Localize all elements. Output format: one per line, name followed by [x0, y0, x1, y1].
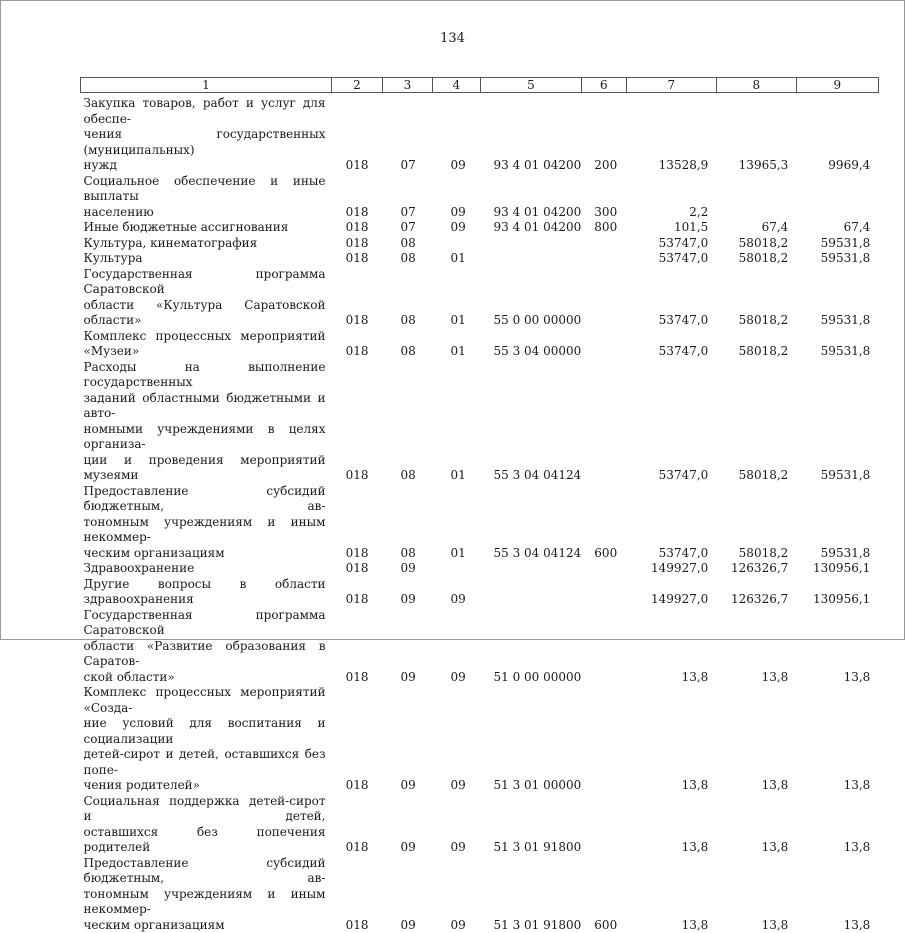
description-line: Комплекс процессных мероприятий «Музеи»: [84, 329, 326, 360]
row-description: [81, 360, 332, 484]
column-header-2: 2: [332, 78, 383, 93]
description-line: Социальная поддержка детей-сирот и детей,: [84, 794, 326, 825]
column-header-1: 1: [81, 78, 332, 93]
value-col7: 2,2: [626, 174, 716, 221]
description-line: заданий областными бюджетными и авто-: [84, 391, 326, 422]
section: 08: [383, 360, 433, 484]
section: 09: [383, 561, 433, 577]
column-header-6: 6: [581, 78, 626, 93]
value-col9: 59531,8: [796, 251, 878, 267]
target-article: [481, 561, 582, 577]
ministry-code: 018: [332, 329, 383, 360]
expense-type: [581, 794, 626, 856]
value-col8: 126326,7: [716, 561, 796, 577]
value-col9: 67,4: [796, 220, 878, 236]
expense-type: 200: [581, 93, 626, 174]
ministry-code: 018: [332, 360, 383, 484]
description-line: Комплекс процессных мероприятий «Созда-: [84, 685, 326, 716]
value-col7: 53747,0: [626, 329, 716, 360]
section: 08: [383, 236, 433, 252]
section: 09: [383, 794, 433, 856]
ministry-code: 018: [332, 251, 383, 267]
column-header-9: 9: [796, 78, 878, 93]
value-col8: 126326,7: [716, 577, 796, 608]
subsection: 01: [433, 267, 481, 329]
value-col8: 58018,2: [716, 484, 796, 562]
value-col8: 13,8: [716, 856, 796, 933]
expense-type: [581, 608, 626, 686]
value-col9: 13,8: [796, 856, 878, 933]
value-col9: 59531,8: [796, 360, 878, 484]
ministry-code: 018: [332, 856, 383, 933]
column-header-7: 7: [626, 78, 716, 93]
row-description: [81, 329, 332, 360]
value-col9: 59531,8: [796, 484, 878, 562]
description-line: ции и проведения мероприятий музеями: [84, 453, 326, 484]
description-line: Другие вопросы в области здравоохранения: [84, 577, 326, 608]
row-description: [81, 561, 332, 577]
section: 08: [383, 329, 433, 360]
ministry-code: 018: [332, 608, 383, 686]
value-col7: 101,5: [626, 220, 716, 236]
column-header-5: 5: [481, 78, 582, 93]
row-description: [81, 93, 332, 174]
section: 09: [383, 608, 433, 686]
expense-type: [581, 236, 626, 252]
value-col7: 13,8: [626, 794, 716, 856]
row-description: [81, 685, 332, 794]
target-article: [481, 236, 582, 252]
description-line: Закупка товаров, работ и услуг для обеспе-: [84, 96, 326, 127]
value-col7: 53747,0: [626, 267, 716, 329]
value-col8: 58018,2: [716, 251, 796, 267]
value-col7: 13,8: [626, 608, 716, 686]
description-line: Расходы на выполнение государственных: [84, 360, 326, 391]
description-line: номными учреждениями в целях организа-: [84, 422, 326, 453]
table-row: [81, 561, 879, 577]
ministry-code: 018: [332, 484, 383, 562]
description-line: Государственная программа Саратовской: [84, 267, 326, 298]
description-line: Культура, кинематография: [84, 236, 326, 252]
ministry-code: 018: [332, 685, 383, 794]
target-article: 51 3 01 00000: [481, 685, 582, 794]
table-row: [81, 329, 879, 360]
value-col7: 53747,0: [626, 236, 716, 252]
row-description: [81, 174, 332, 221]
target-article: 51 3 01 91800: [481, 794, 582, 856]
table-row: [81, 220, 879, 236]
target-article: 51 3 01 91800: [481, 856, 582, 933]
table-row: [81, 685, 879, 794]
value-col8: 58018,2: [716, 329, 796, 360]
ministry-code: 018: [332, 93, 383, 174]
column-header-4: 4: [433, 78, 481, 93]
page-number: 134: [0, 31, 905, 46]
value-col8: 13965,3: [716, 93, 796, 174]
expense-type: [581, 329, 626, 360]
row-description: [81, 220, 332, 236]
description-line: Иные бюджетные ассигнования: [84, 220, 326, 236]
row-description: [81, 484, 332, 562]
expense-type: 800: [581, 220, 626, 236]
value-col7: 53747,0: [626, 360, 716, 484]
value-col9: 13,8: [796, 685, 878, 794]
value-col9: 13,8: [796, 608, 878, 686]
table-row: [81, 794, 879, 856]
table-row: [81, 267, 879, 329]
value-col8: 13,8: [716, 794, 796, 856]
description-line: населению: [84, 205, 326, 221]
value-col8: 67,4: [716, 220, 796, 236]
target-article: 93 4 01 04200: [481, 174, 582, 221]
expense-type: [581, 577, 626, 608]
subsection: 09: [433, 608, 481, 686]
subsection: 09: [433, 577, 481, 608]
target-article: 51 0 00 00000: [481, 608, 582, 686]
section: 07: [383, 93, 433, 174]
budget-table: [80, 77, 879, 933]
subsection: 09: [433, 856, 481, 933]
subsection: [433, 561, 481, 577]
ministry-code: 018: [332, 174, 383, 221]
target-article: 55 3 04 04124: [481, 360, 582, 484]
section: 07: [383, 220, 433, 236]
expense-type: 600: [581, 484, 626, 562]
target-article: 93 4 01 04200: [481, 93, 582, 174]
value-col8: 58018,2: [716, 236, 796, 252]
description-line: Предоставление субсидий бюджетным, ав-: [84, 856, 326, 887]
description-line: Здравоохранение: [84, 561, 326, 577]
value-col7: 13528,9: [626, 93, 716, 174]
value-col9: 59531,8: [796, 329, 878, 360]
row-description: [81, 856, 332, 933]
table-row: [81, 484, 879, 562]
expense-type: 600: [581, 856, 626, 933]
subsection: 01: [433, 360, 481, 484]
expense-type: 300: [581, 174, 626, 221]
description-line: тономным учреждениям и иным некоммер-: [84, 515, 326, 546]
ministry-code: 018: [332, 577, 383, 608]
table-row: [81, 577, 879, 608]
value-col9: 59531,8: [796, 236, 878, 252]
subsection: 09: [433, 685, 481, 794]
ministry-code: 018: [332, 561, 383, 577]
description-line: детей-сирот и детей, оставшихся без попе-: [84, 747, 326, 778]
ministry-code: 018: [332, 267, 383, 329]
description-line: области «Развитие образования в Саратов-: [84, 639, 326, 670]
table-row: [81, 236, 879, 252]
section: 08: [383, 251, 433, 267]
expense-type: [581, 360, 626, 484]
row-description: [81, 236, 332, 252]
description-line: Социальное обеспечение и иные выплаты: [84, 174, 326, 205]
value-col9: 130956,1: [796, 561, 878, 577]
subsection: 01: [433, 329, 481, 360]
value-col7: 13,8: [626, 856, 716, 933]
section: 09: [383, 577, 433, 608]
table-row: [81, 93, 879, 174]
target-article: 55 0 00 00000: [481, 267, 582, 329]
value-col8: 13,8: [716, 685, 796, 794]
value-col9: 13,8: [796, 794, 878, 856]
section: 08: [383, 484, 433, 562]
value-col8: [716, 174, 796, 221]
value-col9: 9969,4: [796, 93, 878, 174]
subsection: 09: [433, 220, 481, 236]
value-col7: 13,8: [626, 685, 716, 794]
description-line: оставшихся без попечения родителей: [84, 825, 326, 856]
description-line: тономным учреждениям и иным некоммер-: [84, 887, 326, 918]
target-article: [481, 251, 582, 267]
column-header-3: 3: [383, 78, 433, 93]
value-col9: [796, 174, 878, 221]
subsection: [433, 236, 481, 252]
column-header-8: 8: [716, 78, 796, 93]
description-line: ческим организациям: [84, 546, 326, 562]
description-line: ческим организациям: [84, 918, 326, 933]
row-description: [81, 577, 332, 608]
table-row: [81, 174, 879, 221]
row-description: [81, 608, 332, 686]
value-col9: 130956,1: [796, 577, 878, 608]
table-row: [81, 360, 879, 484]
section: 07: [383, 174, 433, 221]
value-col9: 59531,8: [796, 267, 878, 329]
ministry-code: 018: [332, 236, 383, 252]
value-col7: 149927,0: [626, 577, 716, 608]
row-description: [81, 267, 332, 329]
ministry-code: 018: [332, 794, 383, 856]
description-line: Предоставление субсидий бюджетным, ав-: [84, 484, 326, 515]
subsection: 01: [433, 251, 481, 267]
description-line: Государственная программа Саратовской: [84, 608, 326, 639]
target-article: 55 3 04 00000: [481, 329, 582, 360]
header-row: [81, 78, 879, 93]
subsection: 09: [433, 93, 481, 174]
table-row: [81, 251, 879, 267]
target-article: 93 4 01 04200: [481, 220, 582, 236]
ministry-code: 018: [332, 220, 383, 236]
target-article: [481, 577, 582, 608]
description-line: ние условий для воспитания и социализации: [84, 716, 326, 747]
value-col7: 53747,0: [626, 484, 716, 562]
expense-type: [581, 251, 626, 267]
value-col8: 13,8: [716, 608, 796, 686]
table-row: [81, 856, 879, 933]
description-line: нужд: [84, 158, 326, 174]
description-line: чения государственных (муниципальных): [84, 127, 326, 158]
expense-type: [581, 685, 626, 794]
row-description: [81, 794, 332, 856]
value-col7: 149927,0: [626, 561, 716, 577]
subsection: 09: [433, 794, 481, 856]
table-row: [81, 608, 879, 686]
subsection: 09: [433, 174, 481, 221]
value-col8: 58018,2: [716, 360, 796, 484]
description-line: ской области»: [84, 670, 326, 686]
target-article: 55 3 04 04124: [481, 484, 582, 562]
description-line: чения родителей»: [84, 778, 326, 794]
value-col8: 58018,2: [716, 267, 796, 329]
subsection: 01: [433, 484, 481, 562]
value-col7: 53747,0: [626, 251, 716, 267]
description-line: Культура: [84, 251, 326, 267]
expense-type: [581, 267, 626, 329]
expense-type: [581, 561, 626, 577]
section: 08: [383, 267, 433, 329]
section: 09: [383, 685, 433, 794]
row-description: [81, 251, 332, 267]
section: 09: [383, 856, 433, 933]
description-line: области «Культура Саратовской области»: [84, 298, 326, 329]
